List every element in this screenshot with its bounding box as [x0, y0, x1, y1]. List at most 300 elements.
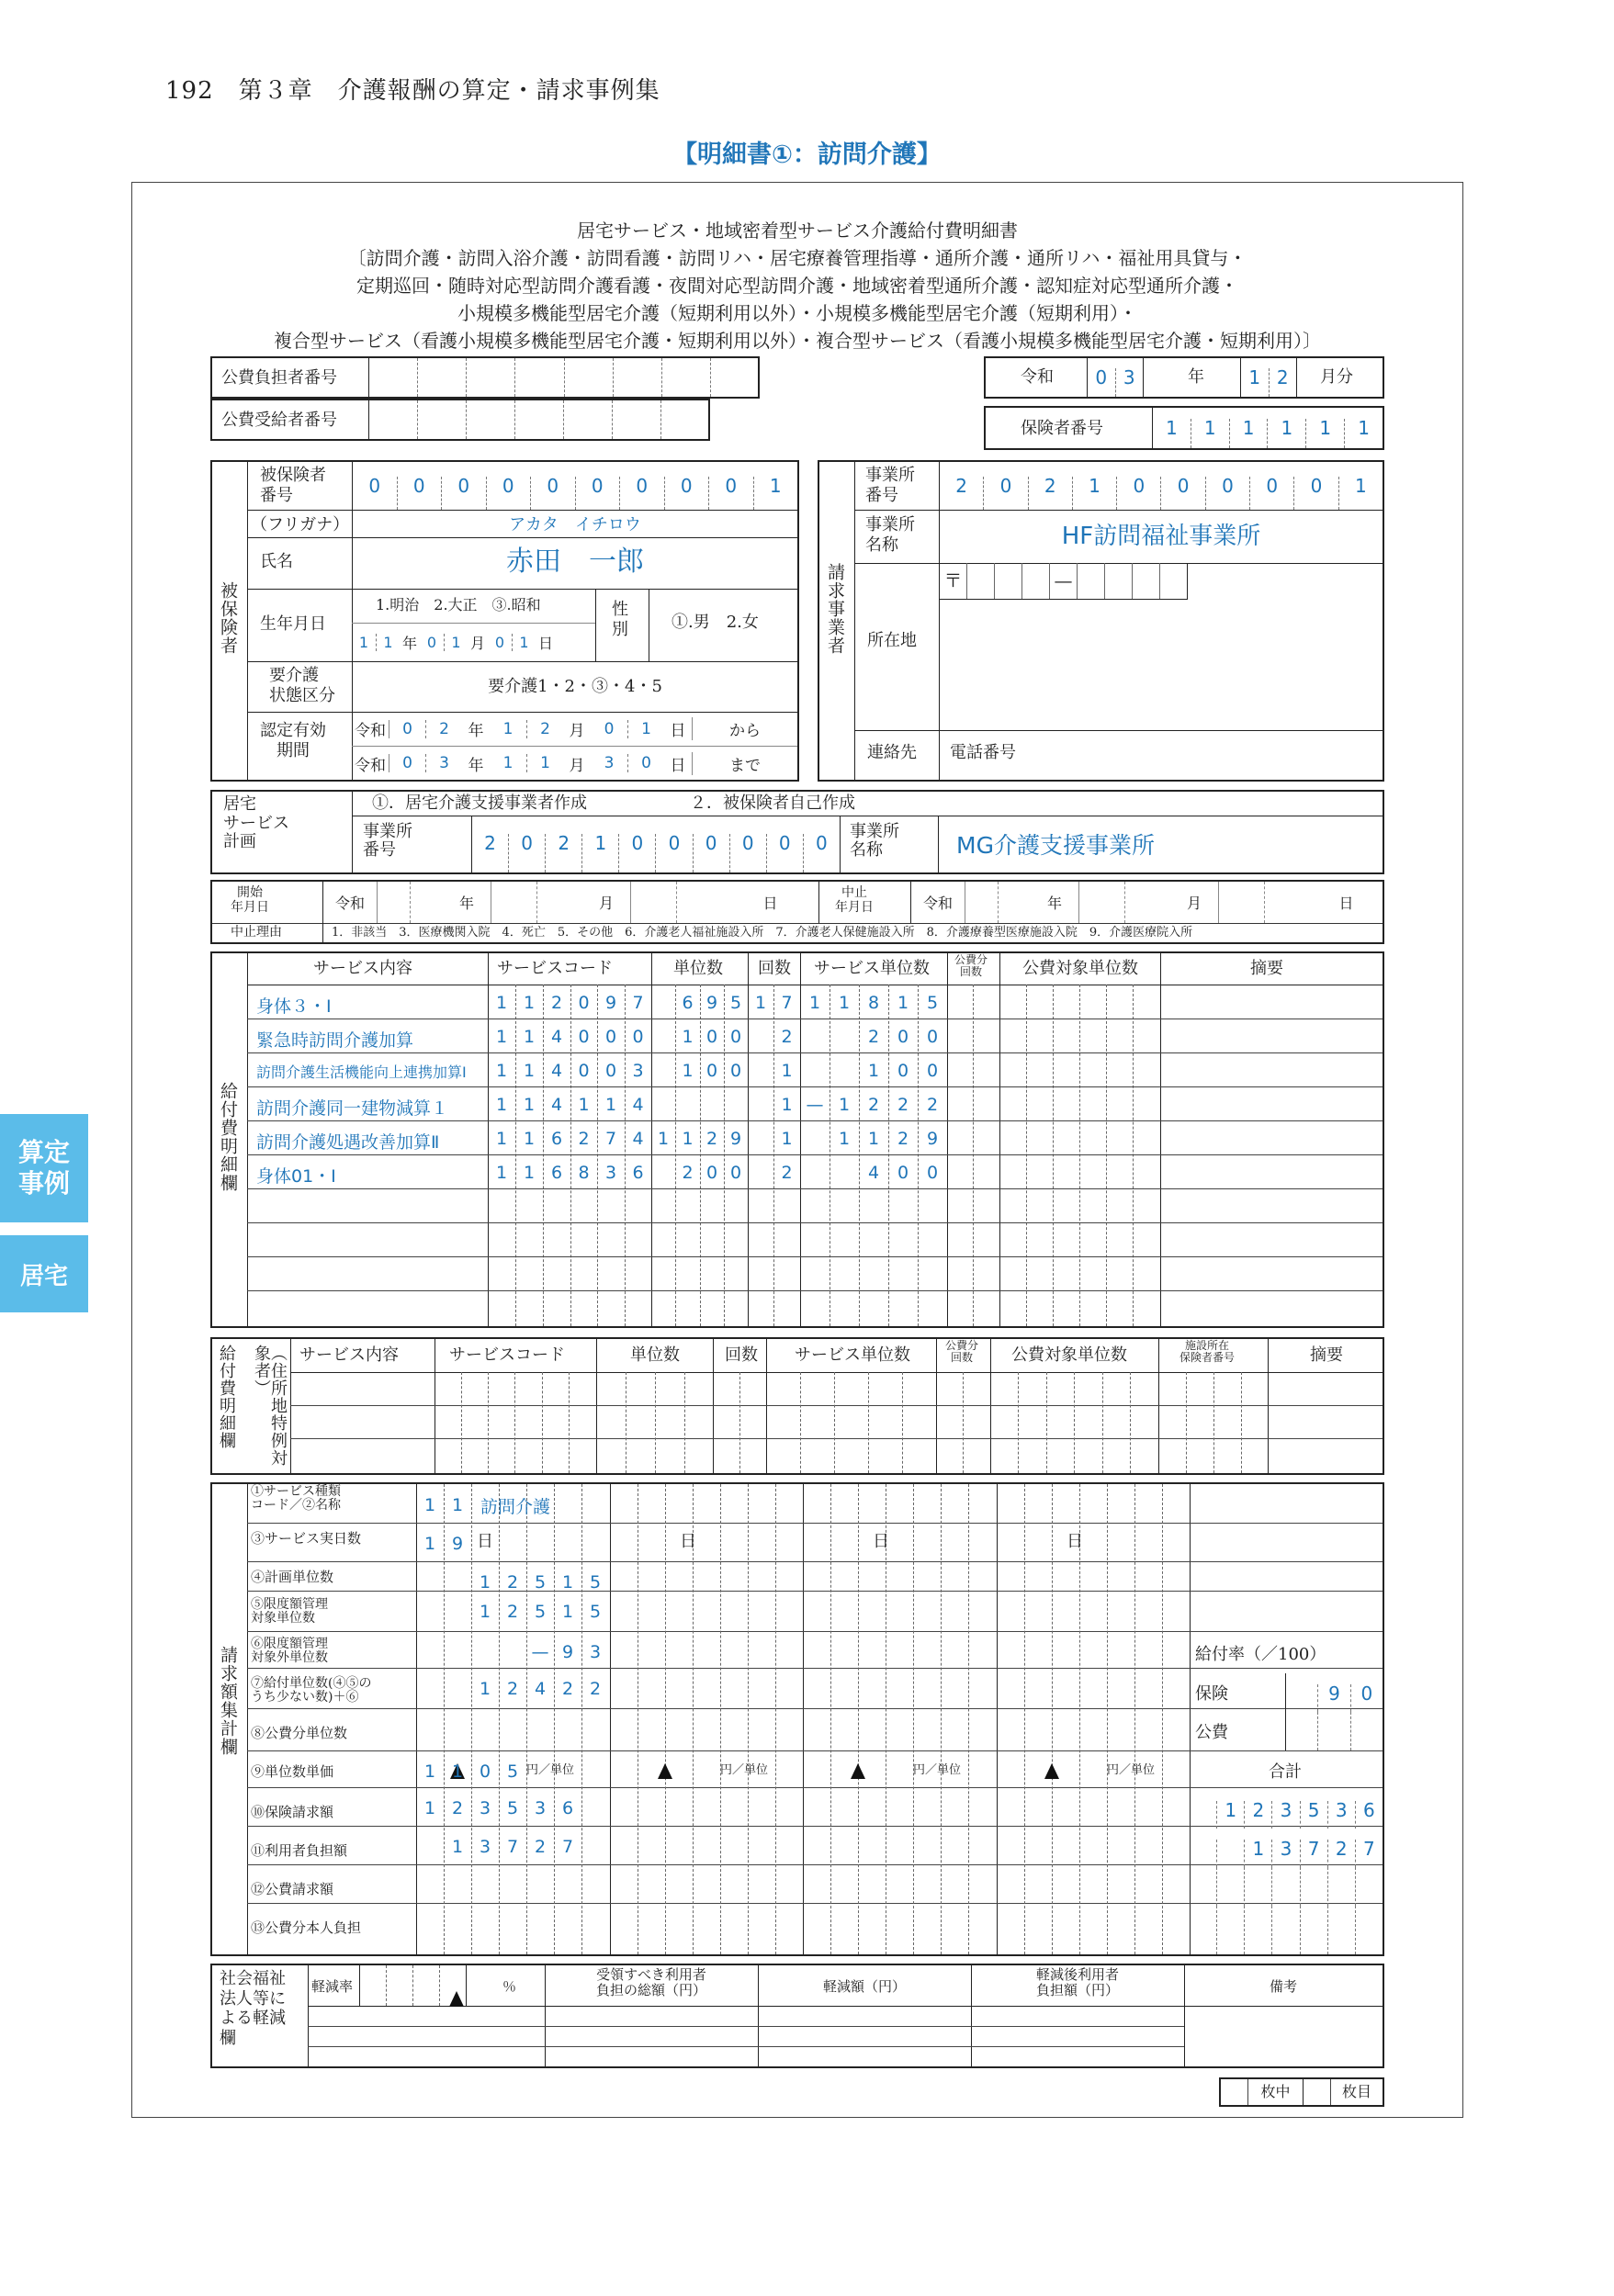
birth-date-label: 生年月日 — [260, 614, 326, 634]
public-payer-box — [210, 356, 760, 399]
address-label: 所在地 — [867, 631, 917, 650]
care-plan-label: 居宅 サービス 計画 — [223, 794, 289, 852]
code-digit: 1 — [523, 1129, 536, 1149]
valid-digit: 2 — [425, 720, 462, 738]
phone-label[interactable]: 電話番号 — [950, 743, 1016, 762]
summary-digit: 1 — [561, 1602, 574, 1622]
page-number: 192 — [165, 77, 214, 105]
count-digit: 2 — [781, 1163, 793, 1183]
service-name[interactable]: 訪問介護生活機能向上連携加算Ⅰ — [256, 1064, 467, 1081]
nen-label: 年 — [458, 895, 474, 912]
reduction-label: 社会福祉 法人等に よる軽減 欄 — [220, 1969, 286, 2048]
decimal-point-icon — [658, 1763, 672, 1779]
reiwa-label: 令和 — [355, 722, 386, 740]
sum-label-plan: ④計画単位数 — [251, 1569, 334, 1585]
summary-digit: 0 — [479, 1761, 491, 1782]
summary-digit: 6 — [561, 1798, 574, 1818]
code-digit: 1 — [523, 1027, 536, 1047]
chapter-title: 第３章 介護報酬の算定・請求事例集 — [238, 77, 660, 105]
svc_units-digit: 2 — [867, 1027, 880, 1047]
summary-digit-divider — [1162, 1484, 1163, 1954]
insured-digit: 0 — [665, 477, 710, 510]
special-col-service: サービス内容 — [299, 1345, 399, 1365]
code-digit: 1 — [495, 1095, 508, 1115]
col-count: 回数 — [758, 959, 791, 978]
summary-digit-divider — [471, 1484, 472, 1954]
valid-digit: 1 — [526, 754, 563, 772]
summary-digit-divider — [720, 1484, 721, 1954]
svc_units-digit: 1 — [838, 993, 851, 1013]
form-title-line4: 小規模多機能型居宅介護（短期利用以外）・小規模多機能型居宅介護（短期利用）・ — [457, 302, 1137, 324]
summary-digit: 3 — [534, 1798, 547, 1818]
public-payer-label: 公費負担者番号 — [221, 368, 337, 388]
reiwa-label: 令和 — [922, 895, 953, 912]
summary-digit: 2 — [534, 1837, 547, 1857]
plan-provider-name[interactable]: MG介護支援事業所 — [956, 832, 1155, 859]
valid-digit: 2 — [526, 720, 563, 738]
public-recipient-label: 公費受給者番号 — [221, 411, 337, 430]
insurer-digits[interactable] — [1153, 408, 1383, 448]
summary-row-line — [247, 1561, 1383, 1562]
units-digit: 0 — [705, 1027, 718, 1047]
summary-digit-divider — [775, 1484, 776, 1954]
summary-digit: 1 — [423, 1534, 436, 1554]
units-digit: 1 — [682, 1129, 694, 1149]
svc_units-digit: 0 — [926, 1027, 939, 1047]
decimal-point-icon — [851, 1763, 865, 1779]
total-digit: 3 — [1328, 1801, 1356, 1829]
count-digit: 1 — [781, 1129, 793, 1149]
public-recipient-box — [210, 399, 710, 441]
svc_units-digit: 5 — [926, 993, 939, 1013]
form-title-line1: 居宅サービス・地域密着型サービス介護給付費明細書 — [577, 219, 1018, 242]
summary-digit-divider — [1134, 1484, 1135, 1954]
sum-label-type: ①サービス種類 コード／②名称 — [251, 1484, 341, 1514]
claim-summary-section — [210, 1482, 1384, 1956]
col-units: 単位数 — [673, 959, 723, 978]
plan-digit: 0 — [767, 834, 804, 872]
insurer-digit: 1 — [1191, 419, 1230, 448]
name-label: 氏名 — [260, 552, 293, 571]
nen-label: 年 — [1046, 895, 1062, 912]
insured-digit: 0 — [620, 477, 665, 510]
service-name[interactable]: 身体３・Ⅰ — [256, 996, 332, 1017]
plan-number-digits[interactable] — [472, 816, 840, 872]
billing-month-box — [984, 356, 1384, 399]
birth-digit: 1 — [376, 634, 400, 651]
start-stop-section — [210, 880, 1384, 944]
col-service: サービス内容 — [313, 959, 412, 978]
code-digit: 4 — [550, 1095, 563, 1115]
sum-label-public: ⑧公費分単位数 — [251, 1725, 348, 1741]
nen-label: 年 — [468, 756, 484, 775]
summary-row-line — [247, 1668, 1383, 1669]
code-digit: 1 — [495, 1129, 508, 1149]
summary-digit-divider — [1024, 1484, 1025, 1954]
summary-digit-divider — [581, 1484, 582, 1954]
reduction-total-label: 受領すべき利用者 負担の総額（円） — [595, 1966, 706, 1999]
plan-digit: 0 — [816, 832, 828, 854]
sum-label-burden: ⑪利用者負担額 — [251, 1842, 348, 1859]
code-digit: 1 — [495, 1061, 508, 1081]
special-col-public-units: 公費対象単位数 — [1011, 1345, 1127, 1365]
summary-digit-divider — [748, 1484, 749, 1954]
svc_units-digit: 2 — [926, 1095, 939, 1115]
nichi-label: 日 — [537, 635, 553, 652]
summary-digit-divider — [913, 1484, 914, 1954]
plan-digit: 0 — [656, 834, 693, 872]
summary-row-line — [247, 1708, 1383, 1709]
count-digit: 1 — [781, 1095, 793, 1115]
reduction-rate-label: 軽減率 — [311, 1978, 354, 1995]
total-burden-digits — [1190, 1829, 1383, 1867]
summary-digit: 7 — [561, 1837, 574, 1857]
birth-digit: 1 — [444, 634, 468, 651]
start-date-cells[interactable] — [322, 882, 818, 923]
furigana-label: （フリガナ） — [251, 515, 350, 535]
special-section-label: 給付費明細欄 — [217, 1345, 236, 1449]
provider-digit: 0 — [1294, 477, 1338, 510]
summary-digit: 1 — [423, 1495, 436, 1515]
special-detail-section — [210, 1337, 1384, 1475]
stop-reasons[interactable]: 1．非該当 3．医療機関入院 4．死亡 5．その他 6．介護老人福祉施設入所 7．介護老人保健施設入所 8．介護療養型医療施設入院 9．介護医療院入所 — [332, 926, 1193, 940]
total-digit: 7 — [1301, 1840, 1328, 1867]
sex-label: 性 別 — [612, 600, 628, 639]
summary-digit: 4 — [534, 1679, 547, 1699]
total-claim-digits — [1190, 1790, 1383, 1829]
code-digit: 0 — [604, 1027, 617, 1047]
sheet-count — [1219, 2077, 1384, 2107]
insurer-digit: 1 — [1230, 419, 1269, 448]
getsu-label: 月 — [469, 635, 485, 652]
svc_units-digit: 0 — [897, 1061, 909, 1081]
count-digit: 2 — [781, 1027, 793, 1047]
nichi-label: 日 — [670, 722, 686, 740]
code-digit: 6 — [550, 1129, 563, 1149]
code-digit: 1 — [523, 1061, 536, 1081]
care-level-value[interactable]: 要介護1・2・③・4・5 — [488, 677, 662, 696]
special-col-units: 単位数 — [630, 1345, 680, 1365]
units-digit: 5 — [729, 993, 742, 1013]
form-title-line5: 複合型サービス（看護小規模多機能型居宅介護・短期利用以外）・複合型サービス（看護小規模多機能型居宅介護・短期利用）〕 — [274, 330, 1321, 352]
reduction-after-label: 軽減後利用者 負担額（円） — [1035, 1966, 1119, 1999]
count-digit: 7 — [781, 993, 793, 1013]
valid-digit: 0 — [389, 754, 425, 772]
units-digit: 1 — [682, 1027, 694, 1047]
summary-digit-divider — [526, 1484, 527, 1954]
summary-row-line — [247, 1631, 1383, 1632]
summary-digit: 2 — [451, 1798, 464, 1818]
postal-mark: 〒 — [940, 563, 967, 599]
code-digit: 1 — [495, 993, 508, 1013]
code-digit: 1 — [495, 1027, 508, 1047]
valid-digit: 1 — [627, 720, 664, 738]
made-label: まで — [692, 752, 797, 775]
insurer-number-box — [984, 406, 1384, 450]
provider-digit: 1 — [1354, 475, 1367, 497]
public-payer-digits[interactable] — [369, 358, 759, 397]
nichi-label: 日 — [1338, 895, 1354, 912]
code-digit: 0 — [578, 1027, 590, 1047]
decimal-point-icon — [1044, 1763, 1059, 1779]
side-tab-kyotaku[interactable]: 居宅 — [0, 1235, 88, 1312]
code-digit: 8 — [578, 1163, 590, 1183]
insured-digit: 1 — [769, 475, 782, 497]
provider-digit: 0 — [1117, 477, 1161, 510]
insurer-digit: 1 — [1306, 419, 1345, 448]
summary-digit: 9 — [451, 1534, 464, 1554]
stop-date-label: 中止 年月日 — [835, 885, 874, 916]
provider-section — [818, 460, 1384, 782]
code-digit: 1 — [523, 1163, 536, 1183]
kouhi-label: 公費 — [1195, 1723, 1228, 1742]
insured-digit: 0 — [487, 477, 532, 510]
summary-digit: 2 — [506, 1572, 519, 1593]
sex-options[interactable]: ①.男 2.女 — [672, 613, 759, 632]
col-svc-units: サービス単位数 — [814, 959, 930, 978]
special-col-count: 回数 — [725, 1345, 758, 1365]
code-digit: 2 — [550, 993, 563, 1013]
summary-digit: 5 — [506, 1761, 519, 1782]
reiwa-label: 令和 — [334, 895, 365, 912]
summary-digit: 3 — [589, 1642, 602, 1662]
insured-digit: 0 — [442, 477, 487, 510]
yen-per-unit-label: 円／単位 — [720, 1763, 769, 1777]
birth-era-options[interactable]: 1.明治 2.大正 ③.昭和 — [376, 596, 541, 613]
form-title-line2: 〔訪問介護・訪問入浴介護・訪問看護・訪問リハ・居宅療養管理指導・通所介護・通所リハ・福祉用具貸与・ — [347, 247, 1247, 269]
code-digit: 6 — [550, 1163, 563, 1183]
total-label: 合計 — [1269, 1762, 1302, 1782]
summary-digit: 1 — [451, 1495, 464, 1515]
insured-number-digits[interactable] — [353, 462, 797, 510]
birth-digits[interactable] — [352, 624, 595, 661]
code-digit: 0 — [578, 1061, 590, 1081]
svc_units-digit: 0 — [926, 1163, 939, 1183]
code-digit: 0 — [632, 1027, 644, 1047]
nichi-label: 日 — [1067, 1532, 1083, 1551]
nichi-label: 日 — [477, 1532, 493, 1551]
special-col-facility: 施設所在 保険者番号 — [1179, 1339, 1236, 1365]
reiwa-label: 令和 — [355, 756, 386, 775]
svc_units-digit: 0 — [926, 1061, 939, 1081]
summary-section-label: 請求額集計欄 — [218, 1646, 238, 1756]
plan-name-label: 事業所 名称 — [850, 822, 899, 860]
plan-digit: 2 — [472, 834, 509, 872]
svc_units-digit: — — [806, 1095, 824, 1115]
summary-digit: — — [531, 1642, 549, 1662]
provider-name-label: 事業所 名称 — [865, 515, 915, 555]
summary-digit: 1 — [451, 1837, 464, 1857]
summary-digit: 1 — [561, 1572, 574, 1593]
summary-digit-divider — [499, 1484, 500, 1954]
summary-digit: 1 — [423, 1761, 436, 1782]
provider-name[interactable]: HF訪問福祉事業所 — [1061, 523, 1261, 550]
year-digit: 3 — [1123, 366, 1135, 388]
summary-digit: 1 — [479, 1602, 491, 1622]
insured-digit: 0 — [398, 477, 443, 510]
units-digit: 0 — [729, 1163, 742, 1183]
svc_units-digit: 1 — [867, 1061, 880, 1081]
plan-option-2[interactable]: ２．被保険者自己作成 — [690, 793, 855, 813]
public-recipient-digits[interactable] — [369, 400, 709, 439]
provider-digit: 1 — [1073, 477, 1117, 510]
special-sub-label: （住所地特例対象者） — [252, 1345, 288, 1467]
nichi-label: 日 — [680, 1532, 696, 1551]
svc_units-digit: 2 — [867, 1095, 880, 1115]
decimal-point-icon — [449, 1991, 464, 2007]
svc_units-digit: 1 — [867, 1129, 880, 1149]
svc_units-digit: 1 — [808, 993, 821, 1013]
svc_units-digit: 1 — [897, 993, 909, 1013]
summary-digit-divider — [1052, 1484, 1053, 1954]
plan-digit: 0 — [730, 834, 767, 872]
sum-label-price: ⑨単位数単価 — [251, 1763, 334, 1780]
insured-digit: 0 — [576, 477, 621, 510]
plan-digit: 0 — [509, 834, 546, 872]
postal-code-box[interactable] — [940, 563, 1188, 600]
total-digit: 3 — [1272, 1801, 1300, 1829]
valid-digit: 3 — [604, 754, 615, 772]
nichi-label: 日 — [670, 756, 686, 775]
getsu-label: 月 — [569, 756, 585, 775]
code-digit: 2 — [578, 1129, 590, 1149]
valid-digit: 1 — [502, 754, 514, 772]
form-title — [131, 217, 1463, 355]
provider-digit: 0 — [1161, 477, 1205, 510]
insured-section-label: 被保険者 — [218, 581, 238, 655]
units-digit: 2 — [682, 1163, 694, 1183]
special-col-code: サービスコード — [449, 1345, 565, 1365]
nichi-label: 日 — [873, 1532, 889, 1551]
birth-digit: 1 — [512, 634, 536, 651]
code-digit: 4 — [632, 1095, 644, 1115]
start-date-label: 開始 年月日 — [231, 885, 269, 916]
code-digit: 1 — [495, 1163, 508, 1183]
side-tab-santei[interactable]: 算定 事例 — [0, 1114, 88, 1222]
valid-digit: 1 — [502, 719, 514, 738]
sum-label-claim: ⑩保険請求額 — [251, 1804, 334, 1820]
getsu-label: 月 — [569, 722, 585, 740]
summary-digit: 2 — [589, 1679, 602, 1699]
summary-digit: 1 — [479, 1572, 491, 1593]
insured-name[interactable]: 赤田 一郎 — [506, 546, 644, 578]
birth-digit: 1 — [358, 634, 369, 651]
insured-digit: 0 — [709, 477, 754, 510]
special-col-note: 摘要 — [1310, 1345, 1343, 1365]
service-type-name[interactable]: 訪問介護 — [480, 1497, 551, 1517]
valid-period-label: 認定有効 期間 — [260, 721, 326, 760]
reduction-remarks-label: 備考 — [1269, 1978, 1297, 1995]
code-digit: 1 — [523, 993, 536, 1013]
contact-label: 連絡先 — [867, 743, 917, 762]
summary-row-line — [247, 1787, 1383, 1788]
birth-digit: 0 — [426, 634, 437, 651]
summary-digit-divider — [830, 1484, 831, 1954]
provider-number-label: 事業所 番号 — [865, 466, 915, 505]
units-digit: 0 — [705, 1163, 718, 1183]
summary-digit: 1 — [423, 1798, 436, 1818]
valid-from[interactable] — [352, 712, 797, 746]
provider-digit: 2 — [1029, 477, 1073, 510]
provider-number-digits[interactable] — [940, 462, 1383, 510]
kara-label: から — [692, 717, 797, 740]
summary-digit: 2 — [561, 1679, 574, 1699]
plan-option-1[interactable]: ①．居宅介護支援事業者作成 — [372, 793, 587, 813]
count-digit: 1 — [754, 993, 767, 1013]
summary-digit: 1 — [479, 1679, 491, 1699]
furigana-value[interactable]: アカタ イチロウ — [509, 515, 641, 535]
summary-digit: 5 — [534, 1572, 547, 1593]
valid-to[interactable] — [352, 747, 797, 780]
insured-digit: 0 — [531, 477, 576, 510]
service-name[interactable]: 訪問介護同一建物減算１ — [256, 1098, 449, 1119]
col-code: サービスコード — [497, 959, 613, 978]
code-digit: 3 — [632, 1061, 644, 1081]
svc_units-digit: 8 — [867, 993, 880, 1013]
stop-date-cells[interactable] — [910, 882, 1383, 923]
total-digit: 2 — [1328, 1840, 1356, 1867]
col-public-units: 公費対象単位数 — [1022, 959, 1138, 978]
units-digit: 1 — [657, 1129, 670, 1149]
rate-digit: 9 — [1318, 1684, 1350, 1712]
nen-label: 年 — [468, 722, 484, 740]
summary-row-line — [247, 1591, 1383, 1592]
insurer-digit: 1 — [1268, 419, 1306, 448]
svc_units-digit: 9 — [926, 1129, 939, 1149]
col-note: 摘要 — [1250, 959, 1283, 978]
sum-label-days: ③サービス実日数 — [251, 1530, 362, 1547]
special-col-public-count: 公費分 回数 — [945, 1339, 979, 1365]
month-digit: 1 — [1241, 368, 1270, 397]
service-name[interactable]: 訪問介護処遇改善加算Ⅱ — [256, 1132, 440, 1153]
era-label: 令和 — [1021, 367, 1054, 387]
service-name[interactable]: 緊急時訪問介護加算 — [256, 1030, 414, 1051]
provider-section-label: 請求事業者 — [825, 563, 845, 655]
count-digit: 1 — [781, 1061, 793, 1081]
detail-section-label: 給付費明細欄 — [218, 1082, 238, 1192]
total-digit: 1 — [1245, 1840, 1272, 1867]
summary-digit: 3 — [479, 1798, 491, 1818]
summary-digit: 5 — [589, 1572, 602, 1593]
plan-digit: 1 — [582, 834, 619, 872]
units-digit: 0 — [729, 1061, 742, 1081]
insurer-digit: 1 — [1153, 419, 1191, 448]
page-header — [165, 72, 660, 106]
svc_units-digit: 0 — [897, 1163, 909, 1183]
units-digit: 2 — [705, 1129, 718, 1149]
units-digit: 0 — [705, 1061, 718, 1081]
postal-dash: — — [1050, 563, 1078, 599]
svc_units-digit: 4 — [867, 1163, 880, 1183]
summary-digit: 5 — [534, 1602, 547, 1622]
service-name[interactable]: 身体01・Ⅰ — [256, 1166, 336, 1187]
rate-digits[interactable] — [1286, 1673, 1383, 1712]
code-digit: 1 — [604, 1095, 617, 1115]
plan-number-label: 事業所 番号 — [363, 822, 412, 860]
total-digit: 7 — [1363, 1838, 1375, 1860]
code-digit: 3 — [604, 1163, 617, 1183]
code-digit: 6 — [632, 1163, 644, 1183]
nichi-label: 日 — [762, 895, 778, 912]
kouhi-rate-digits[interactable] — [1286, 1712, 1383, 1750]
provider-digit: 2 — [940, 477, 984, 510]
summary-digit: 3 — [479, 1837, 491, 1857]
insured-digit: 0 — [353, 477, 398, 510]
code-digit: 1 — [523, 1095, 536, 1115]
valid-digit: 0 — [389, 720, 425, 738]
code-digit: 0 — [604, 1061, 617, 1081]
year-digit: 0 — [1088, 368, 1116, 397]
